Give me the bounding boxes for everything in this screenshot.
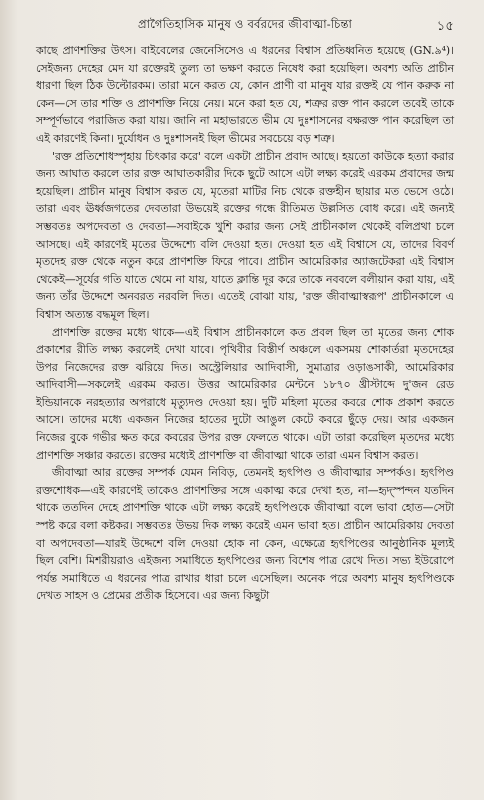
paragraph-4: জীবাত্মা আর রক্তের সম্পর্ক যেমন নিবিড়, তেমনই হৃৎপিণ্ড ও জীবাত্মার সম্পর্কও। হৃৎপিণ্ড রক্তশোধক—এই কারণেই তাকেও প্রাণশক্তির সঙ্গে একাত্ম করে দেখা হত, না—হৃদ্‌স্পন্দন যতদিন থাকে ততদিন দেহে প্রাণশক্তি থাকে এটা লক্ষ্য করেই হৃৎপিণ্ডকে জীবাত্মা বলে ভাবা হোত—সেটা স্পষ্ট করে বলা কষ্টকর। সম্ভবতঃ উভয় দিক লক্ষ্য করেই এমন ভাবা হত। প্রাচীন আমেরিকায় দেবতা বা অপদেবতা—যারই উদ্দেশে বলি দেওয়া হোক না কেন, এক্ষেত্রে হৃৎপিণ্ডের আনুষ্ঠানিক মূল্যই ছিল বেশি। মিশরীয়রাও এইজন্য সমাধিতে হৃৎপিণ্ডের জন্য বিশেষ পাত্র রেখে দিত। সভ্য ইউরোপে পর্যন্ত সমাধিতে এ ধরনের পাত্র রাখার ধারা চলে এসেছিল। অনেক পরে অবশ্য মানুষ হৃৎপিণ্ডকে দেখত সাহস ও প্রেমের প্রতীক হিসেবে। এর জন্য কিছুটা: [36, 466, 454, 603]
paragraph-1: কাছে প্রাণশক্তির উৎস। বাইবেলের জেনেসিসেও এ ধরনের বিশ্বাস প্রতিধ্বনিত হয়েছে (GN.৯⁴)। সেইজন্য দেহের মেদ যা রক্তেরই তুল্য তা ভক্ষণ করতে নিষেধ করা হয়েছিল। অবশ্য অতি প্রাচীন ধারণা ছিল ঠিক উল্টোরকম। তারা মনে করত যে, কোন প্রাণী বা মানুষ যার রক্তই যে পান করুক না কেন—সে তার শক্তি ও প্রাণশক্তি নিয়ে নেয়। মনে করা হত যে, শত্রুর রক্ত পান করলে তবেই তাকে সম্পূর্ণভাবে পরাজিত করা যায়। জানি না মহাভারতে ভীম যে দুঃশাসনের বক্ষরক্ত পান করেছিল তা এই কারণেই কিনা। দুর্যোধন ও দুঃশাসনই ছিল ভীমের সবচেয়ে বড় শত্রু।: [36, 44, 454, 145]
running-title: প্রাগৈতিহাসিক মানুষ ও বর্বরদের জীবাত্মা-চিন্তা: [137, 16, 352, 31]
running-head: [36, 14, 454, 36]
paragraph-3: প্রাণশক্তি রক্তের মধ্যে থাকে—এই বিশ্বাস প্রাচীনকালে কত প্রবল ছিল তা মৃতের জন্য শোক প্রকাশের রীতি লক্ষ্য করলেই দেখা যাবে। পৃথিবীর বিস্তীর্ণ অঞ্চলে একসময় শোকার্তরা মৃতদেহের উপর নিজেদের রক্ত ঝরিয়ে দিত। অস্ট্রেলিয়ার আদিবাসী, সুমাত্রার ওড়াঙসাকী, আমেরিকার আদিবাসী—সকলেই এরকম করত। উত্তর আমেরিকার মেন্টনে ১৮৭০ খ্রীস্টাব্দে দু'জন রেড ইন্ডিয়ানকে নরহত্যার অপরাধে মৃত্যুদণ্ড দেওয়া হয়। দুটি মহিলা মৃতের কবরে শোক প্রকাশ করতে আসে। তাদের মধ্যে একজন নিজের হাতের দুটো আঙুল কেটে কবরে ছুঁড়ে দেয়। আর একজন নিজের বুকে গভীর ক্ষত করে কবরের উপর রক্ত ফেলতে থাকে। এটা তারা করেছিল মৃতদের মধ্যে প্রাণশক্তি সঞ্চার করতে। রক্তের মধ্যেই প্রাণশক্তি বা জীবাত্মা থাকে তারা এমন বিশ্বাস করত।: [36, 325, 454, 462]
page-number: ১৫: [436, 19, 454, 34]
paragraph-2: 'রক্ত প্রতিশোধস্পৃহায় চিৎকার করে' বলে একটা প্রাচীন প্রবাদ আছে। হয়তো কাউকে হত্যা করার জন্য আঘাত করলে তার রক্ত আঘাতকারীর দিকে ছুটে আসে এটা লক্ষ্য করেই এরকম প্রবাদের জন্ম হয়েছিল। প্রাচীন মানুষ বিশ্বাস করত যে, মৃতেরা মাটির নিচ থেকে রক্তহীন ছায়ার মত ভেসে ওঠে। তারা এবং ঊর্ধ্বজগতের দেবতারা উভয়েই রক্তের গন্ধে রীতিমত উল্লসিত বোধ করে। এই জন্যই সম্ভবতঃ অপদেবতা ও দেবতা—সবাইকে খুশি করার জন্য সেই প্রাচীনকাল থেকেই বলিপ্রথা চলে আসছে। এই কারণেই মৃতের উদ্দেশ্যে বলি দেওয়া হত। দেওয়া হত এই বিশ্বাসে যে, তাদের বিবর্ণ মৃতদেহ রক্ত থেকে নতুন করে প্রাণশক্তি ফিরে পাবে। প্রাচীন আমেরিকার অ্যাজটেকরা এই বিশ্বাস থেকেই—সূর্যের গতি যাতে থেমে না যায়, যাতে ক্লান্তি দূর করে তাকে নববলে বলীয়ান করা যায়, এই জন্য তাঁর উদ্দেশে অনবরত নরবলি দিত। এতেই বোঝা যায়, 'রক্ত জীবাত্মাস্বরূপ' প্রাচীনকালে এ বিশ্বাস অত্যন্ত বদ্ধমূল ছিল।: [36, 149, 454, 321]
body-text: [36, 42, 454, 605]
